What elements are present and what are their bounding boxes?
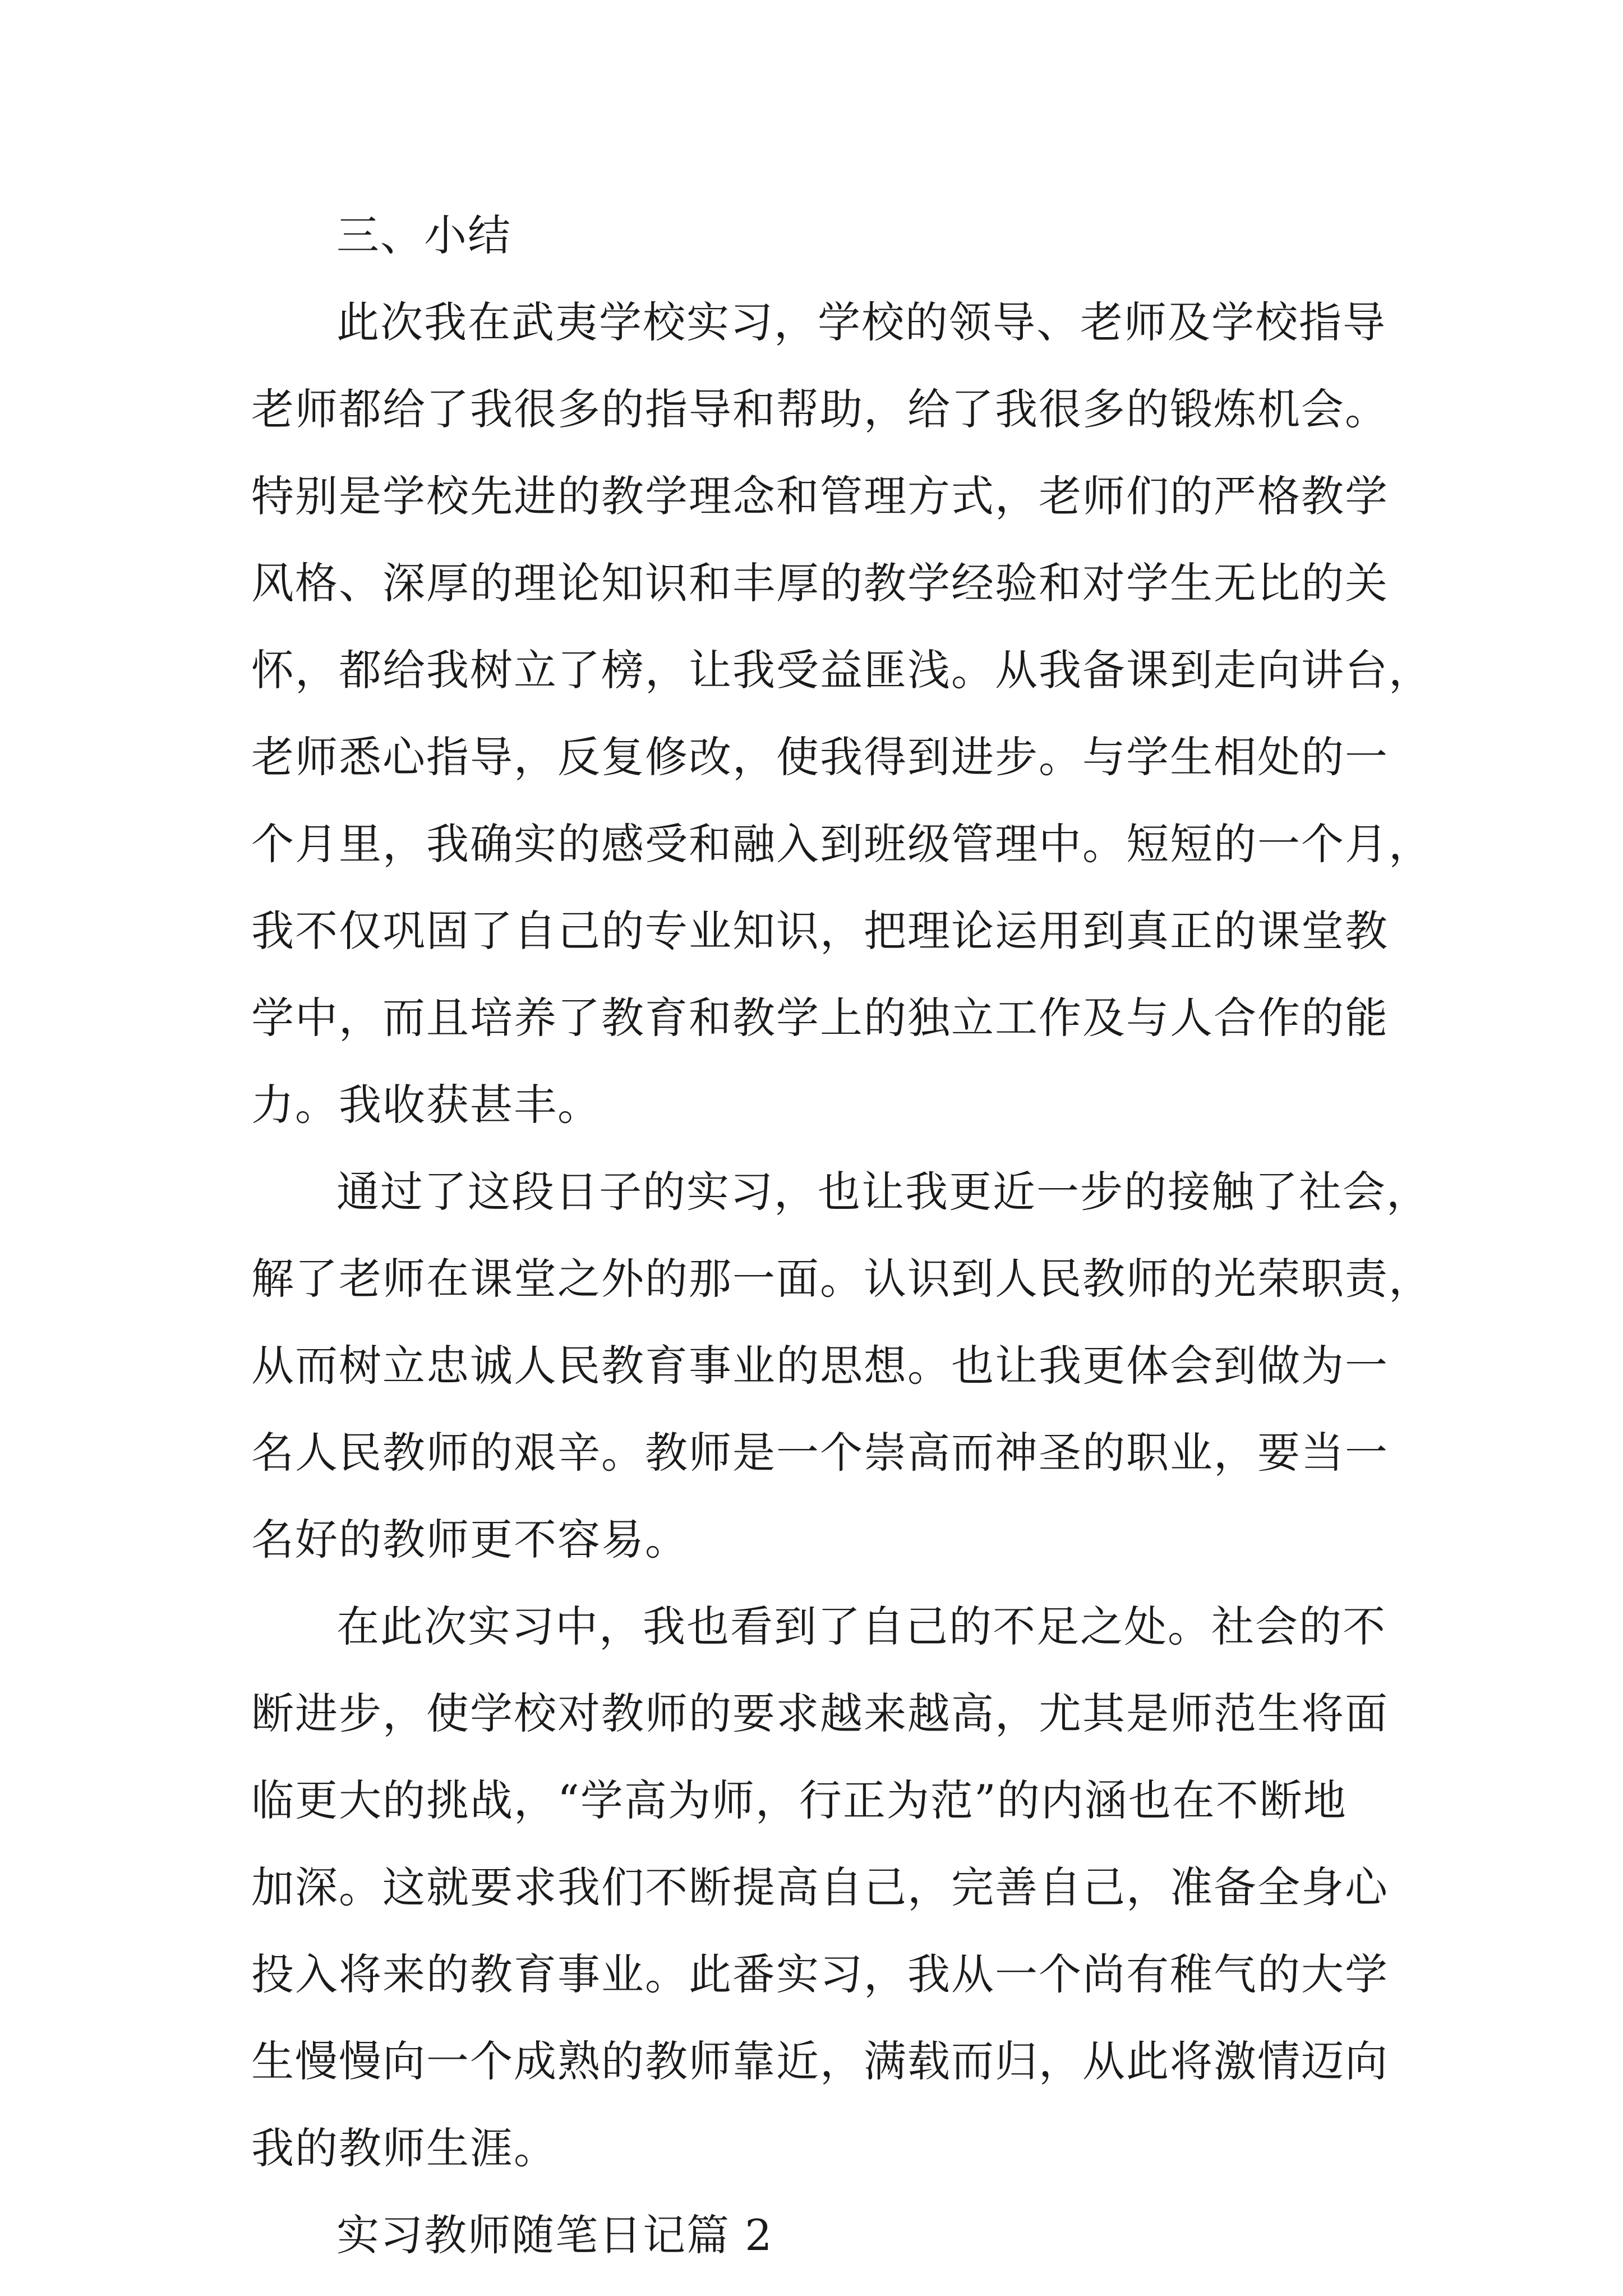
paragraph-line: 通过了这段日子的实习，也让我更近一步的接触了社会，: [336, 1167, 1430, 1217]
paragraph-line: 老师都给了我很多的指导和帮助，给了我很多的锻炼机会。: [251, 384, 1389, 434]
paragraph-line: 生慢慢向一个成熟的教师靠近，满载而归，从此将激情迈向: [251, 2036, 1389, 2086]
paragraph-line: 临更大的挑战，“学高为师，行正为范”的内涵也在不断地: [251, 1775, 1347, 1825]
paragraph-line: 力。我收获甚丰。: [251, 1080, 601, 1130]
paragraph-line: 学中，而且培养了教育和教学上的独立工作及与人合作的能: [251, 993, 1389, 1043]
paragraph-line: 在此次实习中，我也看到了自己的不足之处。社会的不: [336, 1602, 1386, 1651]
paragraph-line: 我不仅巩固了自己的专业知识，把理论运用到真正的课堂教: [251, 906, 1389, 956]
paragraph-line: 加深。这就要求我们不断提高自己，完善自己，准备全身心: [251, 1862, 1389, 1912]
next-section-title: 实习教师随笔日记篇 2: [336, 2210, 773, 2260]
section-heading: 三、小结: [336, 210, 511, 260]
paragraph-line: 风格、深厚的理论知识和丰厚的教学经验和对学生无比的关: [251, 558, 1389, 608]
paragraph-line: 怀，都给我树立了榜，让我受益匪浅。从我备课到走向讲台，: [251, 645, 1432, 695]
paragraph-line: 投入将来的教育事业。此番实习，我从一个尚有稚气的大学: [251, 1949, 1389, 1999]
paragraph-line: 解了老师在课堂之外的那一面。认识到人民教师的光荣职责，: [251, 1254, 1432, 1304]
paragraph-line: 名人民教师的艰辛。教师是一个崇高而神圣的职业，要当一: [251, 1428, 1389, 1478]
paragraph-line: 名好的教师更不容易。: [251, 1515, 689, 1565]
paragraph-line: 此次我在武夷学校实习，学校的领导、老师及学校指导: [336, 297, 1386, 347]
paragraph-line: 我的教师生涯。: [251, 2123, 557, 2173]
paragraph-line: 个月里，我确实的感受和融入到班级管理中。短短的一个月，: [251, 819, 1432, 869]
paragraph-line: 老师悉心指导，反复修改，使我得到进步。与学生相处的一: [251, 732, 1389, 782]
paragraph-line: 从而树立忠诚人民教育事业的思想。也让我更体会到做为一: [251, 1341, 1389, 1391]
paragraph-line: 特别是学校先进的教学理念和管理方式，老师们的严格教学: [251, 471, 1389, 521]
paragraph-line: 断进步，使学校对教师的要求越来越高，尤其是师范生将面: [251, 1688, 1389, 1738]
